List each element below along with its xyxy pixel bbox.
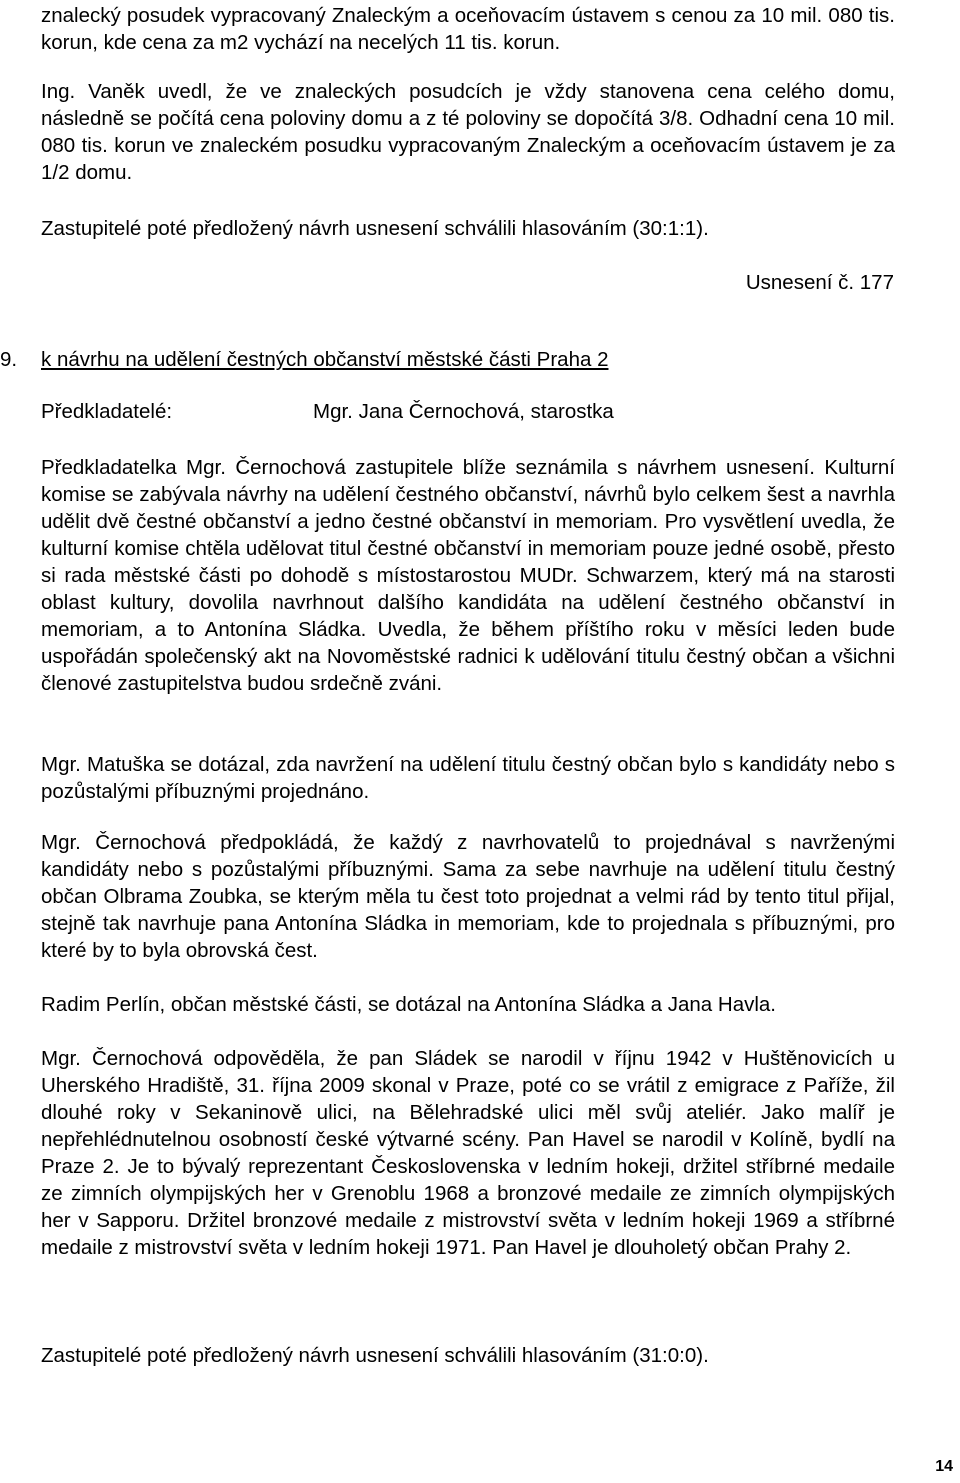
paragraph-matuska-question: Mgr. Matuška se dotázal, zda navržení na udělení titulu čestný občan bylo s kandidáty nebo s pozůstalými příbuznými projednáno.: [41, 753, 895, 803]
paragraph-vote-result-2: Zastupitelé poté předložený návrh usnesení schválili hlasováním (31:0:0).: [41, 1344, 709, 1367]
paragraph-cernochova-intro: Předkladatelka Mgr. Černochová zastupitele blíže seznámila s návrhem usnesení. Kulturní komise se zabývala návrhy na udělení čestného občanství, návrhů bylo celkem šest a navrhla udělit dvě čestné občanství a jedno čestné občanství in memoriam. Pro vysvětlení uvedla, že kulturní komise chtěla udělovat titul čestné občanství in memoriam pouze jedné osobě, přesto si rada městské části po dohodě s místostarostou MUDr. Schwarzem, který má na starosti oblast kultury, dovolila navrhnout dalšího kandidáta na udělení čestného občanství in memoriam, a to Antonína Sládka. Uvedla, že během příštího roku v měsíci leden bude uspořádán společenský akt na Novoměstské radnici k udělování titulu čestný občan a všichni členové zastupitelstva budou srdečně zváni.: [41, 456, 895, 695]
paragraph-perlin-question: Radim Perlín, občan městské části, se dotázal na Antonína Sládka a Jana Havla.: [41, 993, 776, 1016]
submitters-label: Předkladatelé:: [41, 400, 173, 423]
paragraph-cernochova-answer: Mgr. Černochová odpověděla, že pan Sládek se narodil v říjnu 1942 v Huštěnovicích u Uherského Hradiště, 31. října 2009 skonal v Praze, poté co se vrátil z emigrace z Paříže, žil dlouhé roky v Sekaninově ulici, na Bělehradské ulici měl svůj ateliér. Jako malíř je nepřehlédnutelnou osobností české výtvarné scény. Pan Havel se narodil v Kolíně, bydlí na Praze 2. Je to bývalý reprezentant Československa v ledním hokeji, držitel stříbrné medaile ze zimních olympijských her v Grenoblu 1968 a bronzové medaile ze zimních olympijských her v Sapporu. Držitel bronzové medaile z mistrovství světa v ledním hokeji 1969 a stříbrné medaile z mistrovství světa v ledním hokeji 1971. Pan Havel je dlouholetý občan Prahy 2.: [41, 1047, 895, 1259]
agenda-item-heading: [0, 346, 895, 373]
paragraph-cernochova-reply: Mgr. Černochová předpokládá, že každý z navrhovatelů to projednával s navrženými kandidáty nebo s pozůstalými příbuznými. Sama za sebe navrhuje na udělení titulu čestný občan Olbrama Zoubka, se kterým měla tu čest toto projednat a velmi rád by tento titul přijal, stejně tak navrhuje pana Antonína Sládka in memoriam, kde to projednala s příbuznými, pro které by to byla obrovská čest.: [41, 831, 895, 962]
submitters-value: Mgr. Jana Černochová, starostka: [313, 400, 614, 423]
paragraph-appraisal-continuation: znalecký posudek vypracovaný Znaleckým a oceňovacím ústavem s cenou za 10 mil. 080 tis. korun, kde cena za m2 vychází na necelých 11 tis. korun.: [41, 4, 895, 54]
agenda-item-number: 9.: [0, 348, 18, 371]
page-number: 14: [935, 1458, 953, 1475]
paragraph-vote-result-1: Zastupitelé poté předložený návrh usnesení schválili hlasováním (30:1:1).: [41, 217, 709, 240]
paragraph-vanek-statement: Ing. Vaněk uvedl, že ve znaleckých posudcích je vždy stanovena cena celého domu, následně se počítá cena poloviny domu a z té poloviny se dopočítá 3/8. Odhadní cena 10 mil. 080 tis. korun ve znaleckém posudku vypracovaným Znaleckým a oceňovacím ústavem je za 1/2 domu.: [41, 80, 895, 184]
resolution-number: Usnesení č. 177: [745, 271, 894, 294]
agenda-item-title: k návrhu na udělení čestných občanství městské části Praha 2: [41, 348, 609, 371]
